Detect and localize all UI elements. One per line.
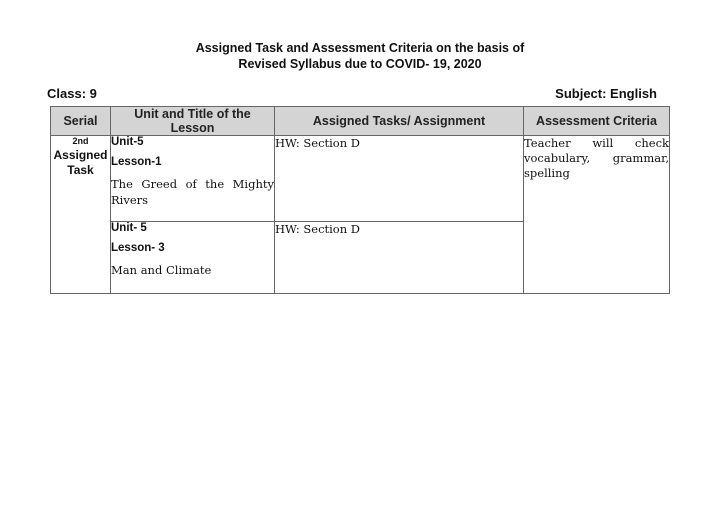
- page-title: [0, 40, 720, 72]
- lesson-cell: [111, 136, 275, 222]
- column-header-serial: Serial: [51, 107, 111, 136]
- criteria-cell: Teacher will check vocabulary, grammar, spelling: [524, 136, 670, 294]
- serial-cell: [51, 136, 111, 294]
- lesson-label: Lesson- 3: [111, 242, 165, 254]
- title-line-2: Revised Syllabus due to COVID- 19, 2020: [238, 57, 482, 71]
- column-header-assessment-criteria: Assessment Criteria: [524, 107, 670, 136]
- lesson-title: Man and Climate: [111, 263, 212, 277]
- unit-label: Unit- 5: [111, 222, 147, 234]
- subject-label: Subject: English: [555, 86, 657, 101]
- assessment-table: [50, 106, 670, 294]
- lesson-cell: [111, 222, 275, 294]
- serial-label: Assigned Task: [53, 148, 108, 177]
- title-line-1: Assigned Task and Assessment Criteria on the basis of: [195, 41, 525, 55]
- task-cell: HW: Section D: [275, 222, 524, 294]
- serial-ordinal: 2nd: [72, 136, 89, 146]
- lesson-label: Lesson-1: [111, 156, 162, 168]
- table-header-row: [51, 107, 670, 136]
- lesson-title: The Greed of the Mighty Rivers: [111, 177, 274, 207]
- table-row: [51, 136, 670, 222]
- unit-label: Unit-5: [111, 136, 144, 148]
- column-header-assigned-tasks: Assigned Tasks/ Assignment: [275, 107, 524, 136]
- task-cell: HW: Section D: [275, 136, 524, 222]
- column-header-unit-title: Unit and Title of the Lesson: [111, 107, 275, 136]
- class-label: Class: 9: [47, 86, 97, 101]
